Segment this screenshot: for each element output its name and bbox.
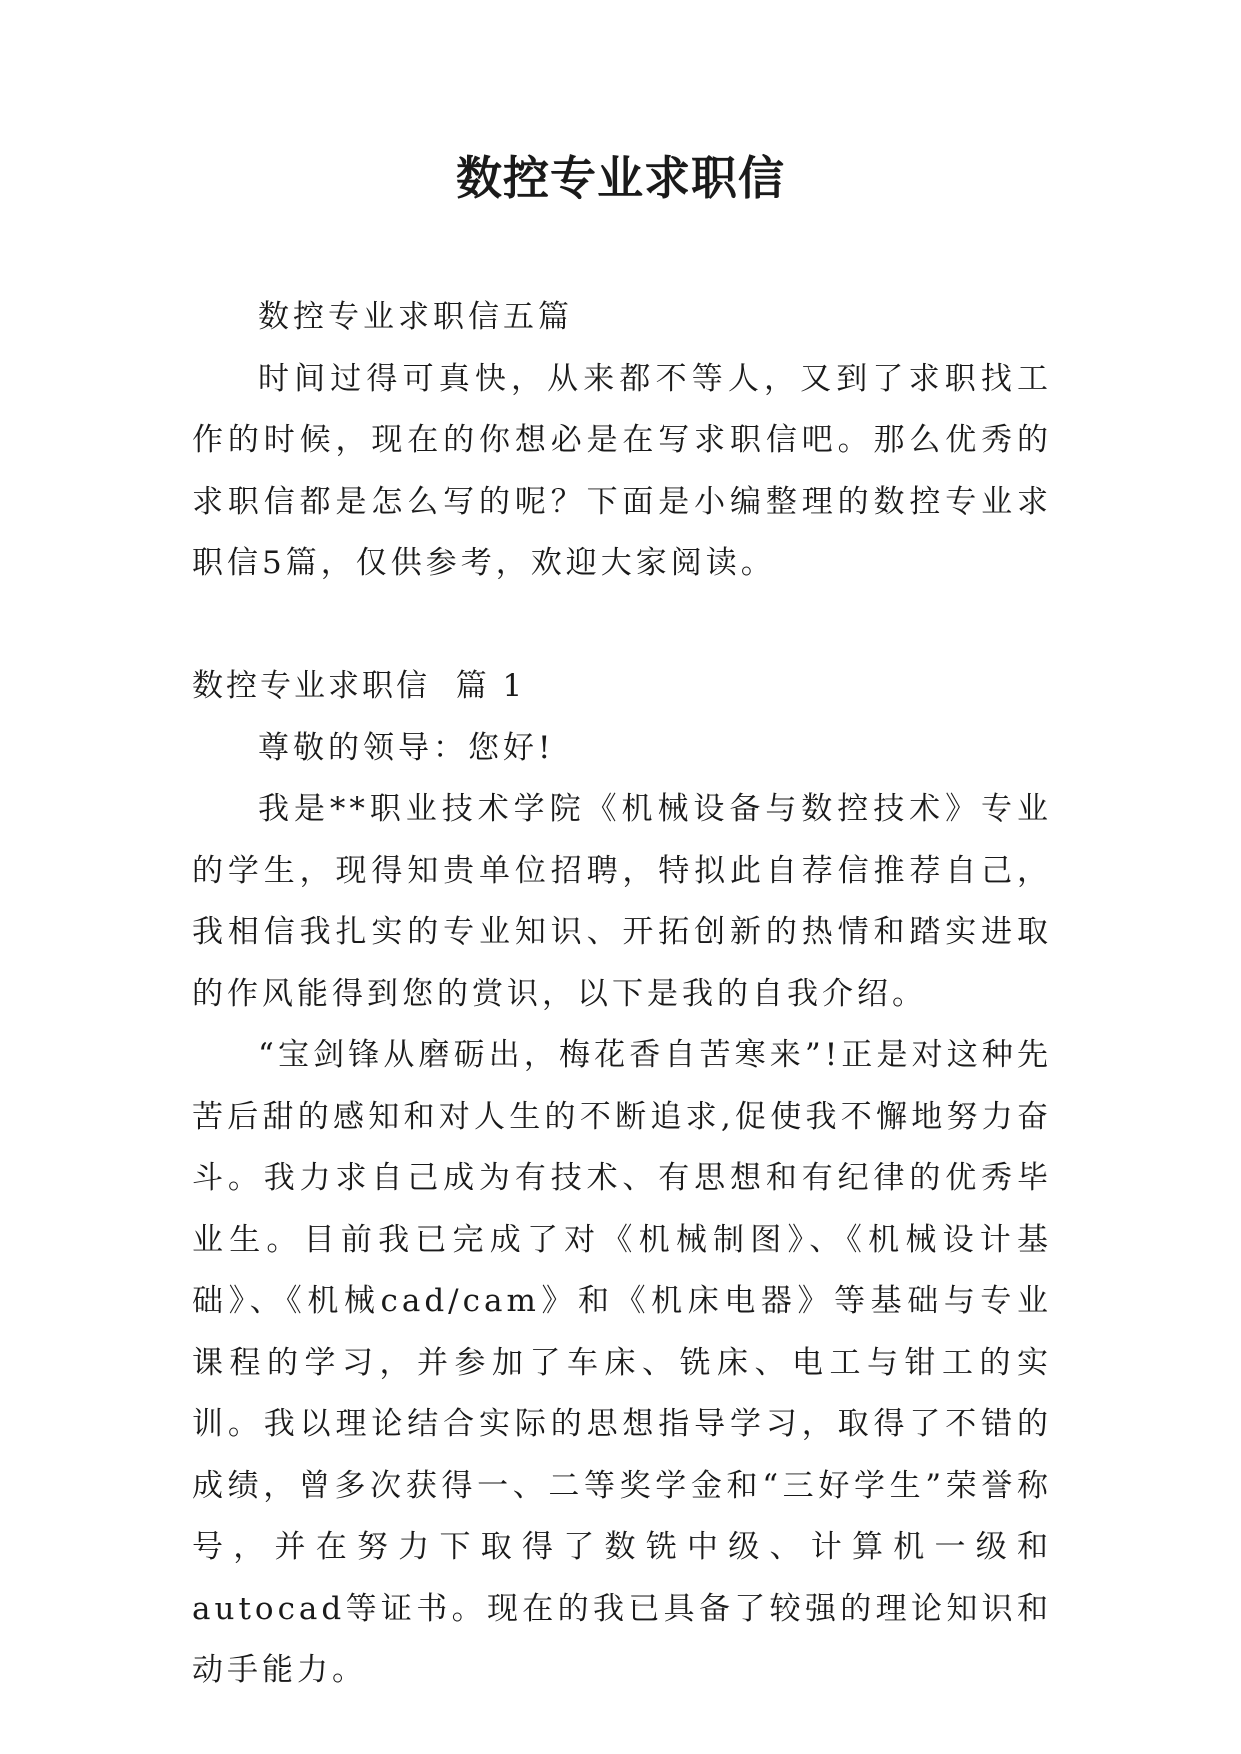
letter-greeting: 尊敬的领导：您好! [258, 729, 555, 766]
section-heading: 数控专业求职信 篇 1 [192, 668, 526, 704]
letter-paragraph-2: “宝剑锋从磨砺出，梅花香自苦寒来”!正是对这种先苦后甜的感知和对人生的不断追求,促使我不懈地努力奋斗。我力求自己成为有技术、有思想和有纪律的优秀毕业生。目前我已完成了对《机械制图》、《机械设计基础》、《机械cad/cam》和《机床电器》等基础与专业课程的学习，并参加了车床、铣床、电工与钳工的实训。我以理论结合实际的思想指导学习，取得了不错的成绩，曾多次获得一、二等奖学金和“三好学生”荣誉称号，并在努力下取得了数铣中级、计算机一级和autocad等证书。现在的我已具备了较强的理论知识和动手能力。 [192, 1037, 1052, 1688]
document-title: 数控专业求职信 [456, 151, 785, 205]
document-body [192, 287, 1052, 1702]
section-spacer [192, 595, 1052, 657]
letter-paragraph-1: 我是**职业技术学院《机械设备与数控技术》专业的学生，现得知贵单位招聘，特拟此自荐信推荐自己，我相信我扎实的专业知识、开拓创新的热情和踏实进取的作风能得到您的赏识，以下是我的自我介绍。 [192, 791, 1052, 1012]
intro-paragraph: 时间过得可真快，从来都不等人，又到了求职找工作的时候，现在的你想必是在写求职信吧。那么优秀的求职信都是怎么写的呢？下面是小编整理的数控专业求职信5篇，仅供参考，欢迎大家阅读。 [192, 360, 1052, 581]
document-subtitle: 数控专业求职信五篇 [258, 299, 573, 335]
